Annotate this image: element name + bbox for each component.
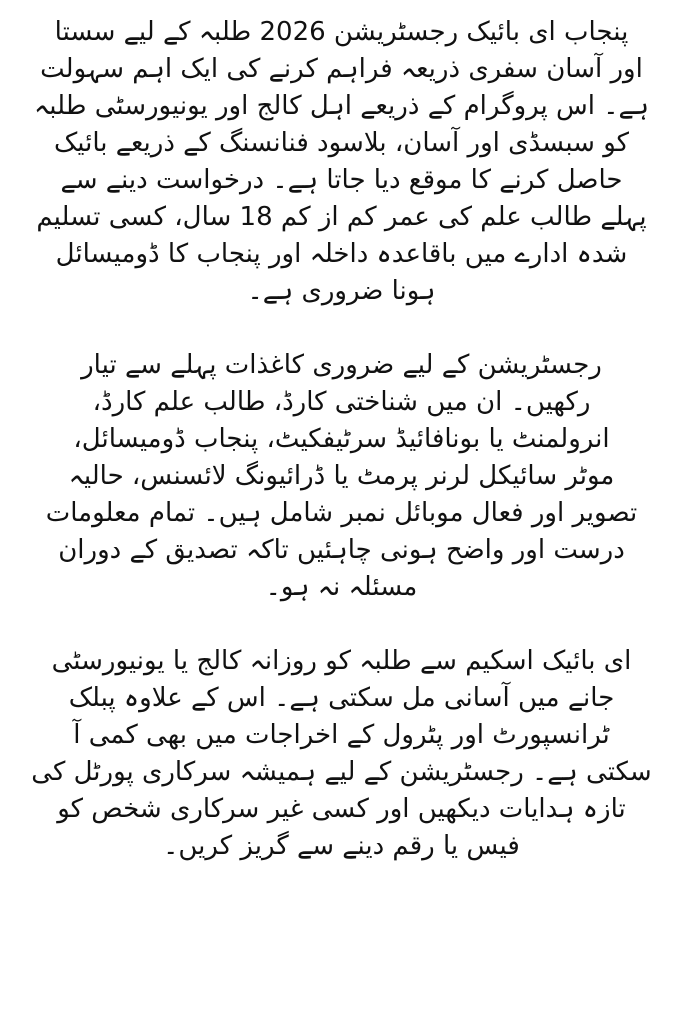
text-line: ٹرانسپورٹ اور پٹرول کے اخراجات میں بھی کمی آ xyxy=(73,720,610,750)
paragraph-eligibility xyxy=(14,14,669,310)
text-line: موٹر سائیکل لرنر پرمٹ یا ڈرائیونگ لائسنس، حالیہ xyxy=(68,461,615,491)
text-line: پہلے طالب علم کی عمر کم از کم 18 سال، کسی تسلیم xyxy=(36,202,647,232)
text-line: رکھیں۔ ان میں شناختی کارڈ، طالب علم کارڈ، xyxy=(92,387,591,417)
text-line: ہونا ضروری ہے۔ xyxy=(247,276,436,306)
text-line: شدہ ادارے میں باقاعدہ داخلہ اور پنجاب کا ڈومیسائل xyxy=(55,239,628,269)
text-line: انرولمنٹ یا بونافائیڈ سرٹیفکیٹ، پنجاب ڈومیسائل، xyxy=(73,424,610,454)
text-line: اور آسان سفری ذریعہ فراہم کرنے کی ایک اہم سہولت xyxy=(40,54,643,84)
text-line: پنجاب ای بائیک رجسٹریشن 2026 طلبہ کے لیے سستا xyxy=(54,17,629,47)
paragraph-documents xyxy=(14,347,669,606)
text-line: کو سبسڈی اور آسان، بلاسود فنانسنگ کے ذریعے بائیک xyxy=(53,128,630,158)
article-body xyxy=(14,14,669,902)
text-line: تصویر اور فعال موبائل نمبر شامل ہیں۔ تمام معلومات xyxy=(45,498,638,528)
text-line: مسئلہ نہ ہو۔ xyxy=(265,572,418,602)
text-line: درست اور واضح ہونی چاہئیں تاکہ تصدیق کے دوران xyxy=(58,535,625,565)
text-line: رجسٹریشن کے لیے ضروری کاغذات پہلے سے تیار xyxy=(81,350,602,380)
text-line: ای بائیک اسکیم سے طلبہ کو روزانہ کالج یا یونیورسٹی xyxy=(51,646,632,676)
text-line: سکتی ہے۔ رجسٹریشن کے لیے ہمیشہ سرکاری پورٹل کی xyxy=(31,757,652,787)
paragraph-benefits xyxy=(14,643,669,865)
text-line: تازہ ہدایات دیکھیں اور کسی غیر سرکاری شخص کو xyxy=(57,794,626,824)
text-line: حاصل کرنے کا موقع دیا جاتا ہے۔ درخواست دینے سے xyxy=(60,165,623,195)
text-line: جانے میں آسانی مل سکتی ہے۔ اس کے علاوہ پبلک xyxy=(68,683,615,713)
text-line: فیس یا رقم دینے سے گریز کریں۔ xyxy=(163,831,520,861)
text-line: ہے۔ اس پروگرام کے ذریعے اہل کالج اور یونیورسٹی طلبہ xyxy=(34,91,649,121)
